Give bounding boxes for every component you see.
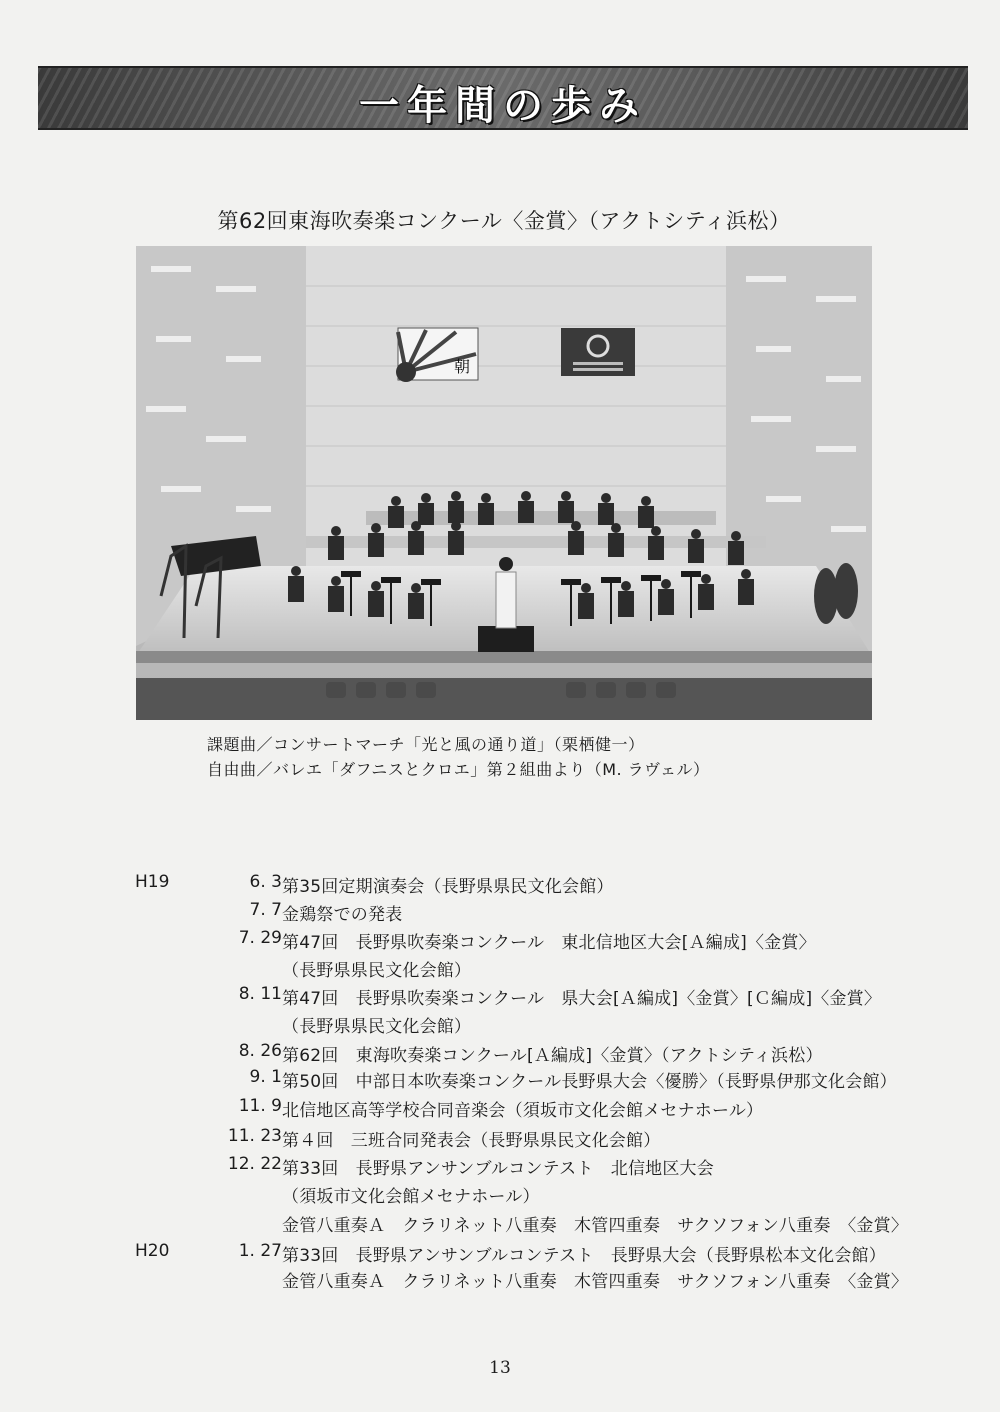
concert-photo [136, 246, 872, 720]
event-line: 第47回 長野県吹奏楽コンクール 県大会[Ａ編成]〈金賞〉[Ｃ編成]〈金賞〉 [282, 989, 882, 1009]
era-label: H19 [135, 872, 170, 892]
event-line: 第４回 三班合同発表会（長野県県民文化会館） [282, 1131, 661, 1151]
section-title: 一年間の歩み [359, 82, 647, 129]
event-line: 北信地区高等学校合同音楽会（須坂市文化会館メセナホール） [282, 1101, 764, 1121]
event-date: 11. 23 [227, 1126, 282, 1146]
event-date: 11. 9 [238, 1096, 282, 1116]
event-date: 1. 27 [238, 1241, 282, 1261]
event-line: 第50回 中部日本吹奏楽コンクール長野県大会〈優勝〉（長野県伊那文化会館） [282, 1072, 897, 1092]
rising-sun-flag [396, 328, 478, 382]
section-banner [38, 66, 968, 130]
caption-free-piece: 自由曲／バレエ「ダフニスとクロエ」第２組曲より（M. ラヴェル） [207, 760, 710, 779]
event-line: （長野県県民文化会館） [282, 1017, 472, 1037]
photo-title: 第62回東海吹奏楽コンクール〈金賞〉（アクトシティ浜松） [217, 209, 791, 233]
event-date: 8. 26 [238, 1041, 282, 1061]
association-banner [561, 328, 635, 376]
event-line: （須坂市文化会館メセナホール） [282, 1187, 540, 1207]
event-date: 9. 1 [249, 1067, 282, 1087]
event-date: 6. 3 [249, 872, 282, 892]
event-line: 第62回 東海吹奏楽コンクール[Ａ編成]〈金賞〉（アクトシティ浜松） [282, 1046, 823, 1066]
event-line: 第47回 長野県吹奏楽コンクール 東北信地区大会[Ａ編成]〈金賞〉 [282, 933, 816, 953]
event-date: 8. 11 [238, 984, 282, 1004]
event-line: 金鶏祭での発表 [282, 905, 403, 925]
flag-character: 朝 [454, 357, 471, 376]
event-line: 第33回 長野県アンサンブルコンテスト 長野県大会（長野県松本文化会館） [282, 1246, 886, 1266]
event-line: 第33回 長野県アンサンブルコンテスト 北信地区大会 [282, 1159, 714, 1179]
event-line: 第35回定期演奏会（長野県県民文化会館） [282, 877, 614, 897]
event-date: 7. 7 [249, 900, 282, 920]
event-line: （長野県県民文化会館） [282, 961, 472, 981]
caption-set-piece: 課題曲／コンサートマーチ「光と風の通り道」（栗栖健一） [207, 735, 645, 754]
page-number: 13 [489, 1358, 511, 1378]
event-line: 金管八重奏Ａ クラリネット八重奏 木管四重奏 サクソフォン八重奏 〈金賞〉 [282, 1272, 909, 1292]
event-line: 金管八重奏Ａ クラリネット八重奏 木管四重奏 サクソフォン八重奏 〈金賞〉 [282, 1216, 909, 1236]
event-date: 7. 29 [238, 928, 282, 948]
event-date: 12. 22 [227, 1154, 282, 1174]
era-label: H20 [135, 1241, 170, 1261]
